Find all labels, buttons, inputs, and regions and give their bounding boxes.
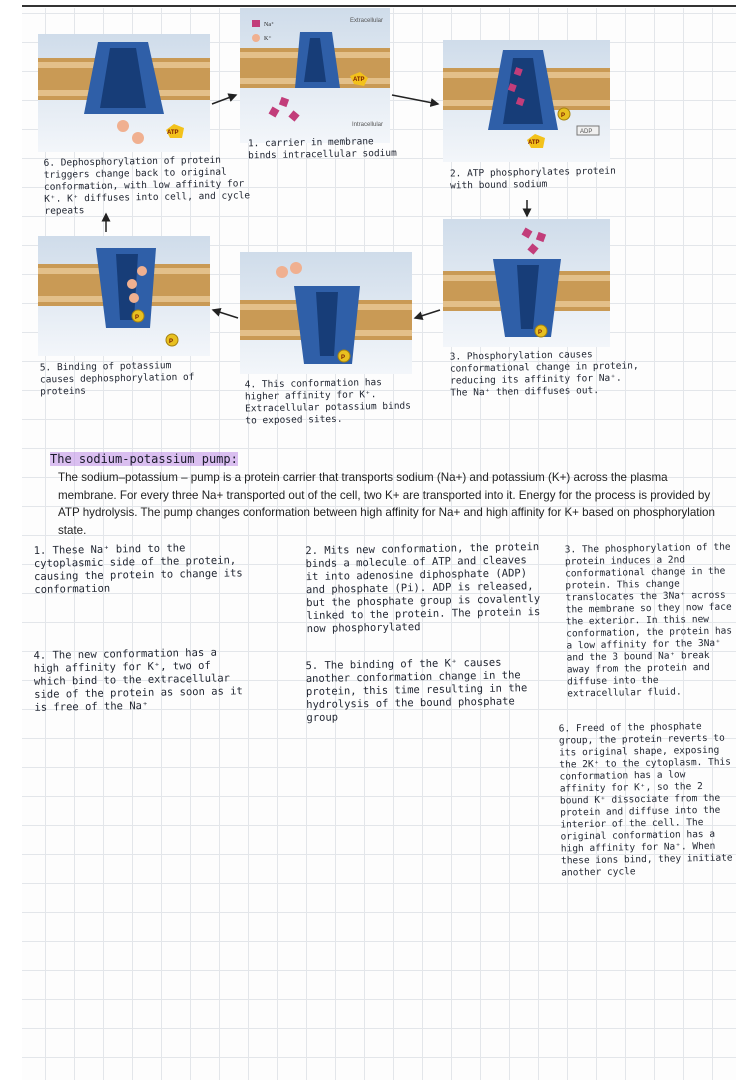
svg-text:ATP: ATP <box>528 140 540 146</box>
svg-text:Na⁺: Na⁺ <box>264 22 275 28</box>
caption-step-2: 2. ATP phosphorylates protein with bound sodium <box>449 165 616 192</box>
note-2: 2. Mits new conformation, the protein binds a molecule of ATP and cleaves it into adenosine diphosphate (ADP) and phosphate (Pi). ADP is released, but the phosphate group is covalently linked to the protein. The protein is now phosphorylated <box>305 541 541 636</box>
svg-text:K⁺: K⁺ <box>264 36 272 42</box>
svg-text:Intracellular: Intracellular <box>352 122 384 128</box>
svg-text:ATP: ATP <box>353 77 365 83</box>
svg-text:P: P <box>135 315 140 321</box>
svg-text:P: P <box>341 355 346 361</box>
caption-step-1: 1. carrier in membrane binds intracellular sodium <box>247 136 397 162</box>
caption-step-5: 5. Binding of potassium causes dephosphorylation of proteins <box>39 360 195 398</box>
svg-text:P: P <box>538 330 543 336</box>
svg-text:Extracellular: Extracellular <box>350 18 384 24</box>
note-6: 6. Freed of the phosphate group, the protein reverts to its original shape, exposing the 2K⁺ to the cytoplasm. This conformation has a low affinity for K⁺, so the 2 bound K⁺ dissociate from the protein and diffuse into the interior of the cell. The original conformation has a high affinity for Na⁺. When these ions bind, they initiate another cycle <box>558 721 733 879</box>
svg-text:ADP: ADP <box>580 129 593 135</box>
svg-text:P: P <box>169 339 174 345</box>
caption-step-3: 3. Phosphorylation causes conformational change in protein, reducing its affinity for Na⁺. The Na⁺ then diffuses out. <box>449 349 639 399</box>
note-1: 1. These Na⁺ bind to the cytoplasmic side of the protein, causing the protein to change its conformation <box>33 542 243 596</box>
note-5: 5. The binding of the K⁺ causes another conformation change in the protein, this time resulting in the hydrolysis of the bound phosphate group <box>305 656 528 725</box>
intro-paragraph: The sodium–potassium – pump is a protein carrier that transports sodium (Na+) and potassium (K+) across the plasma membrane. For every three Na+ transported out of the cell, two K+ are transported into it. Energy for the process is provided by ATP hydrolysis. The pump changes conformation between high affinity for Na+ and high affinity for K+ based on phosphorylation state. <box>58 471 715 537</box>
note-4: 4. The new conformation has a high affinity for K⁺, two of which bind to the extracellular side of the protein as soon as it is free of the Na⁺ <box>33 646 243 714</box>
note-3: 3. The phosphorylation of the protein induces a 2nd conformational change in the protein. This change translocates the 3Na⁺ across the membrane so they now face the exterior. In this new conformation, the protein has a low affinity for the 3Na⁺ and the 3 bound Na⁺ break away from the protein and diffuse into the extracellular fluid. <box>564 541 733 700</box>
section-title: The sodium-potassium pump: <box>50 452 238 466</box>
caption-step-6: 6. Dephosphorylation of protein triggers change back to original conformation, with low affinity for K⁺. K⁺ diffuses into cell, and cycle repeats <box>43 154 251 217</box>
svg-text:ATP: ATP <box>167 130 179 136</box>
svg-text:P: P <box>561 113 566 119</box>
caption-step-4: 4. This conformation has higher affinity for K⁺. Extracellular potassium binds to exposed sites. <box>244 377 412 427</box>
